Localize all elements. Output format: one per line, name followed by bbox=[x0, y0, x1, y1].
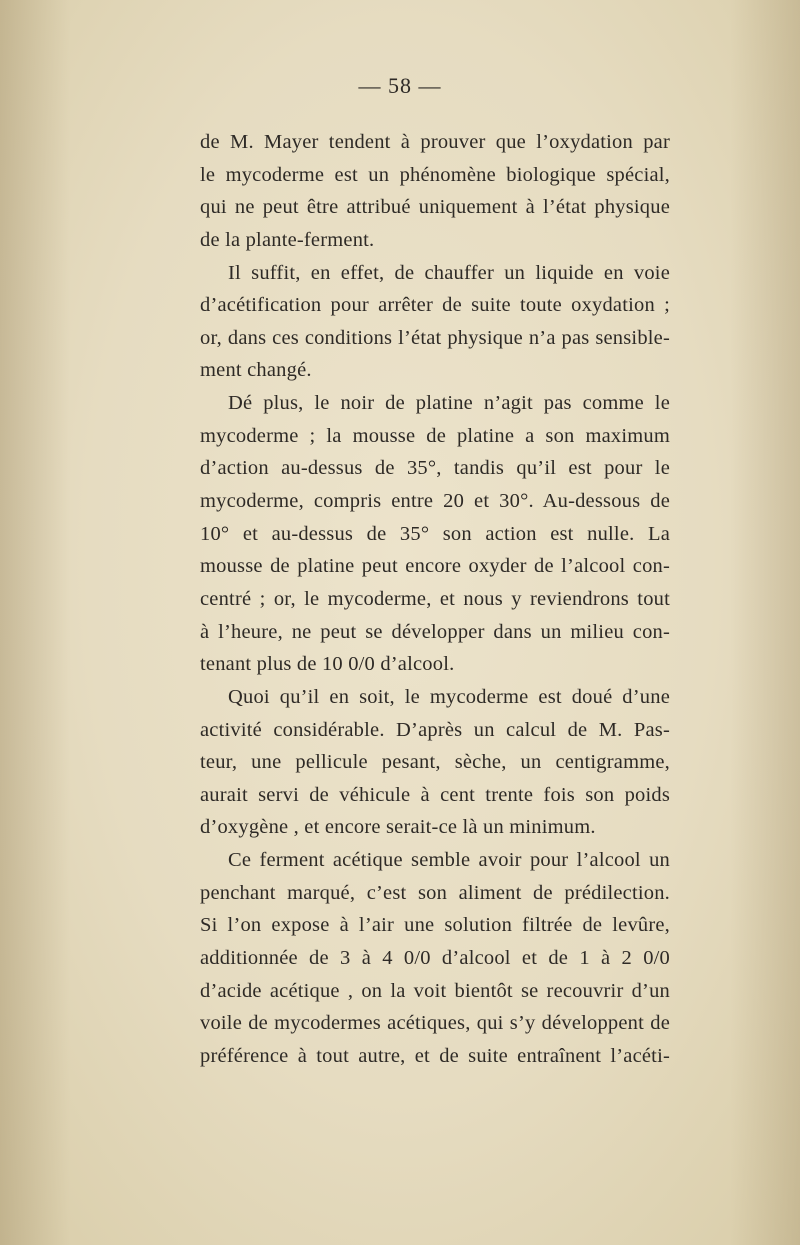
page-right-edge-shadow bbox=[730, 0, 800, 1245]
text-line: voile de mycodermes acétiques, qui s’y développent de bbox=[200, 1012, 670, 1035]
text-line: penchant marqué, c’est son aliment de prédilection. bbox=[200, 881, 670, 904]
page-number: — 58 — bbox=[358, 73, 442, 98]
text-line: teur, une pellicule pesant, sèche, un centigramme, bbox=[200, 751, 670, 774]
text-line: Si l’on expose à l’air une solution filtrée de levûre, bbox=[200, 914, 670, 937]
text-line: à l’heure, ne peut se développer dans un milieu con- bbox=[200, 620, 670, 643]
text-line: or, dans ces conditions l’état physique n’a pas sensible- bbox=[200, 326, 670, 349]
text-line: de la plante-ferment. bbox=[200, 228, 375, 251]
text-line: ment changé. bbox=[200, 359, 312, 382]
text-line: mycoderme, compris entre 20 et 30°. Au-dessous de bbox=[200, 490, 670, 513]
text-line: préférence à tout autre, et de suite entraînent l’acéti- bbox=[200, 1044, 670, 1067]
text-line: additionnée de 3 à 4 0/0 d’alcool et de 1 à 2 0/0 bbox=[200, 947, 670, 970]
text-line: Il suffit, en effet, de chauffer un liquide en voie bbox=[228, 261, 670, 284]
text-line: 10° et au-dessus de 35° son action est nulle. La bbox=[200, 522, 670, 545]
text-line: d’acide acétique , on la voit bientôt se recouvrir d’un bbox=[200, 979, 670, 1002]
text-line: le mycoderme est un phénomène biologique spécial, bbox=[200, 163, 670, 186]
text-line: d’action au-dessus de 35°, tandis qu’il est pour le bbox=[200, 457, 670, 480]
text-line: Dé plus, le noir de platine n’agit pas comme le bbox=[228, 392, 670, 415]
text-line: de M. Mayer tendent à prouver que l’oxydation par bbox=[200, 131, 670, 153]
text-line: activité considérable. D’après un calcul de M. Pas- bbox=[200, 718, 670, 741]
text-line: Quoi qu’il en soit, le mycoderme est doué d’une bbox=[228, 685, 670, 708]
page-left-edge-shadow bbox=[0, 0, 70, 1245]
text-line: d’acétification pour arrêter de suite toute oxydation ; bbox=[200, 294, 670, 317]
text-line: d’oxygène , et encore serait-ce là un minimum. bbox=[200, 816, 596, 839]
body-text bbox=[200, 126, 670, 1073]
text-line: mousse de platine peut encore oxyder de l’alcool con- bbox=[200, 555, 670, 578]
text-line: Ce ferment acétique semble avoir pour l’alcool un bbox=[228, 849, 670, 872]
text-line: aurait servi de véhicule à cent trente fois son poids bbox=[200, 783, 670, 806]
text-line: tenant plus de 10 0/0 d’alcool. bbox=[200, 653, 455, 676]
text-line: centré ; or, le mycoderme, et nous y reviendrons tout bbox=[200, 587, 670, 610]
text-line: mycoderme ; la mousse de platine a son maximum bbox=[200, 424, 670, 447]
text-line: qui ne peut être attribué uniquement à l’état physique bbox=[200, 196, 670, 219]
